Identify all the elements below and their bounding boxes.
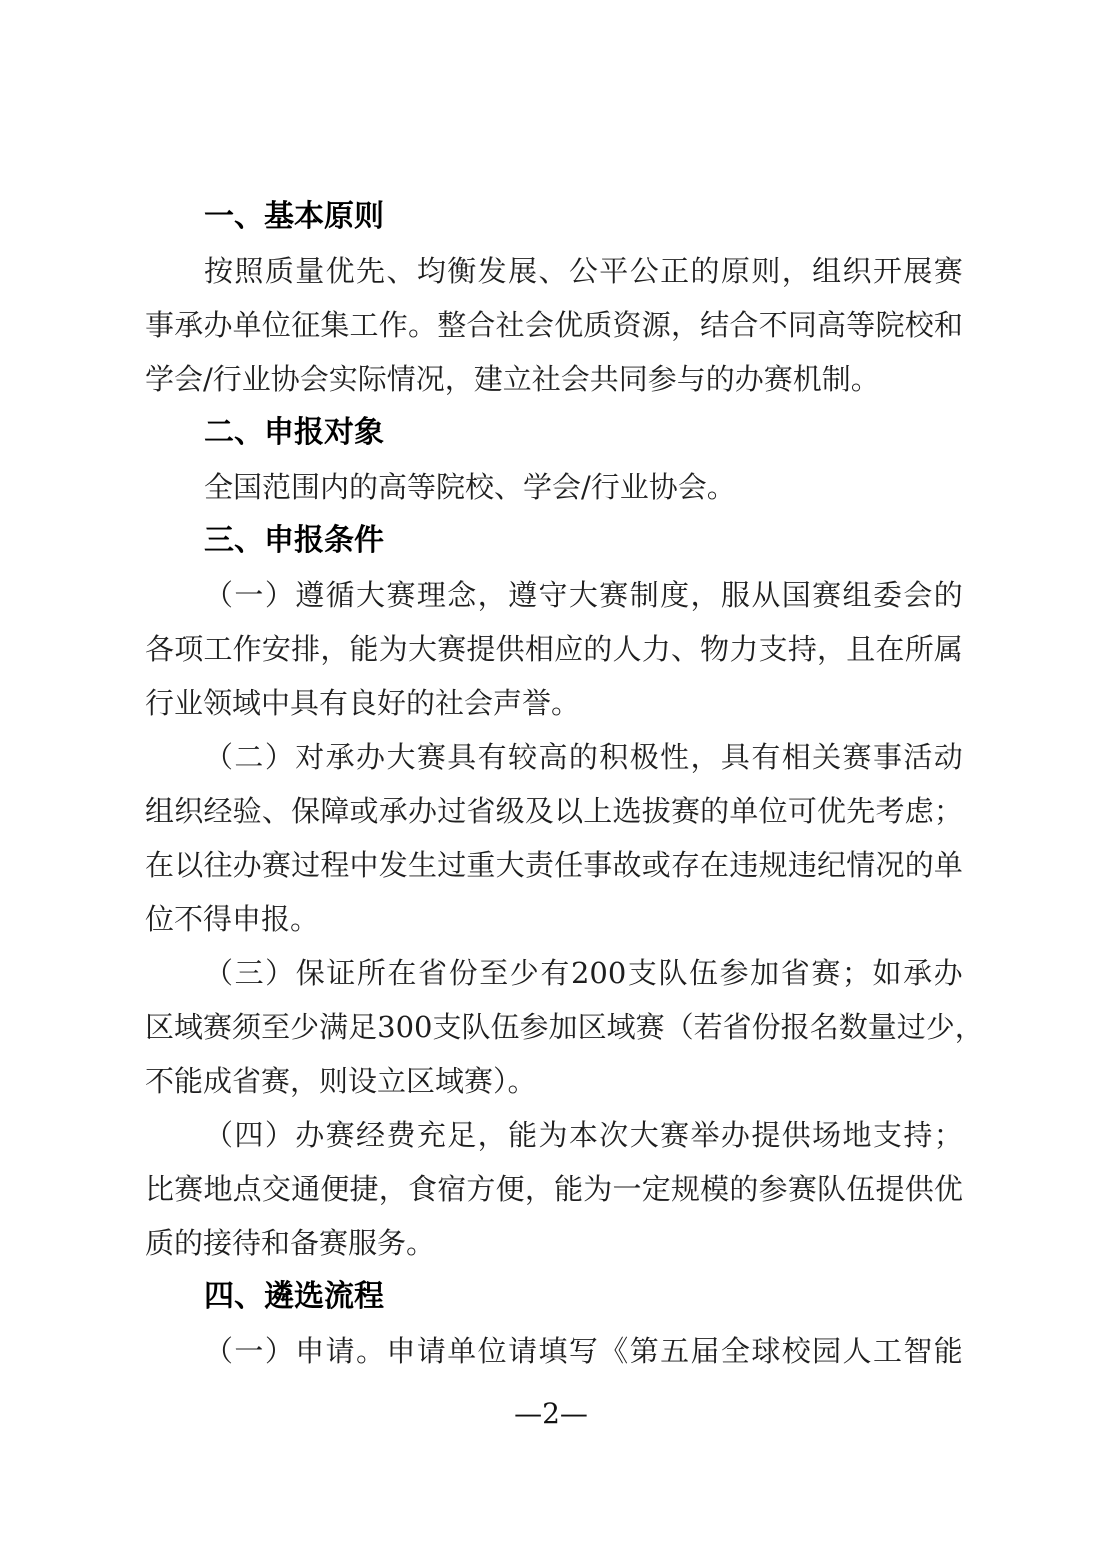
page-number: —2— <box>514 1397 588 1430</box>
para-application-targets-line: 全国范围内的高等院校、学会/行业协会。 <box>204 470 736 504</box>
para-condition-1-line: 行业领域中具有良好的社会声誉。 <box>145 686 581 720</box>
para-condition-3-line: （ 三 ） 保 证 所 在 省 份 至 少 有 200 支 队 伍 参 加 省 赛 ； 如 承 办 <box>204 956 963 990</box>
para-condition-3-line: 不能成省赛，则设立区域赛）。 <box>145 1064 537 1098</box>
para-condition-2-line: 位不得申报。 <box>145 902 320 936</box>
para-condition-3-line: 区 域 赛 须 至 少 满 足 300 支 队 伍 参 加 区 域 赛 （ 若 省 份 报 名 数 量 过 少 ， <box>145 1010 984 1044</box>
para-condition-4-line: 质的接待和备赛服务。 <box>145 1226 436 1260</box>
para-selection-step-1-line: （ 一 ） 申 请 。 申 请 单 位 请 填 写 《 第 五 届 全 球 校 园 人 工 智 能 <box>204 1334 963 1368</box>
heading-selection-process: 四、遴选流程 <box>204 1279 384 1314</box>
para-condition-1-line: 各 项 工 作 安 排 ， 能 为 大 赛 提 供 相 应 的 人 力 、 物 力 支 持 ， 且 在 所 属 <box>145 632 963 666</box>
para-basic-principles-line: 按 照 质 量 优 先 、 均 衡 发 展 、 公 平 公 正 的 原 则 ， 组 织 开 展 赛 <box>204 254 963 288</box>
document-content <box>145 190 984 1378</box>
para-condition-2-line: （ 二 ） 对 承 办 大 赛 具 有 较 高 的 积 极 性 ， 具 有 相 关 赛 事 活 动 <box>204 740 963 774</box>
para-basic-principles-line: 学会/行业协会实际情况，建立社会共同参与的办赛机制。 <box>145 362 880 396</box>
para-basic-principles-line: 事 承 办 单 位 征 集 工 作 。 整 合 社 会 优 质 资 源 ， 结 合 不 同 高 等 院 校 和 <box>145 308 963 342</box>
para-condition-4-line: （ 四 ） 办 赛 经 费 充 足 ， 能 为 本 次 大 赛 举 办 提 供 场 地 支 持 ； <box>204 1118 963 1152</box>
heading-application-targets: 二、申报对象 <box>204 415 384 450</box>
heading-application-conditions: 三、申报条件 <box>204 523 384 558</box>
para-condition-2-line: 在 以 往 办 赛 过 程 中 发 生 过 重 大 责 任 事 故 或 存 在 违 规 违 纪 情 况 的 单 <box>145 848 963 882</box>
para-condition-2-line: 组 织 经 验 、 保 障 或 承 办 过 省 级 及 以 上 选 拔 赛 的 单 位 可 优 先 考 虑 ； <box>145 794 963 828</box>
para-condition-1-line: （ 一 ） 遵 循 大 赛 理 念 ， 遵 守 大 赛 制 度 ， 服 从 国 赛 组 委 会 的 <box>204 578 963 612</box>
para-condition-4-line: 比 赛 地 点 交 通 便 捷 ， 食 宿 方 便 ， 能 为 一 定 规 模 的 参 赛 队 伍 提 供 优 <box>145 1172 963 1206</box>
heading-basic-principles: 一、基本原则 <box>204 199 384 234</box>
